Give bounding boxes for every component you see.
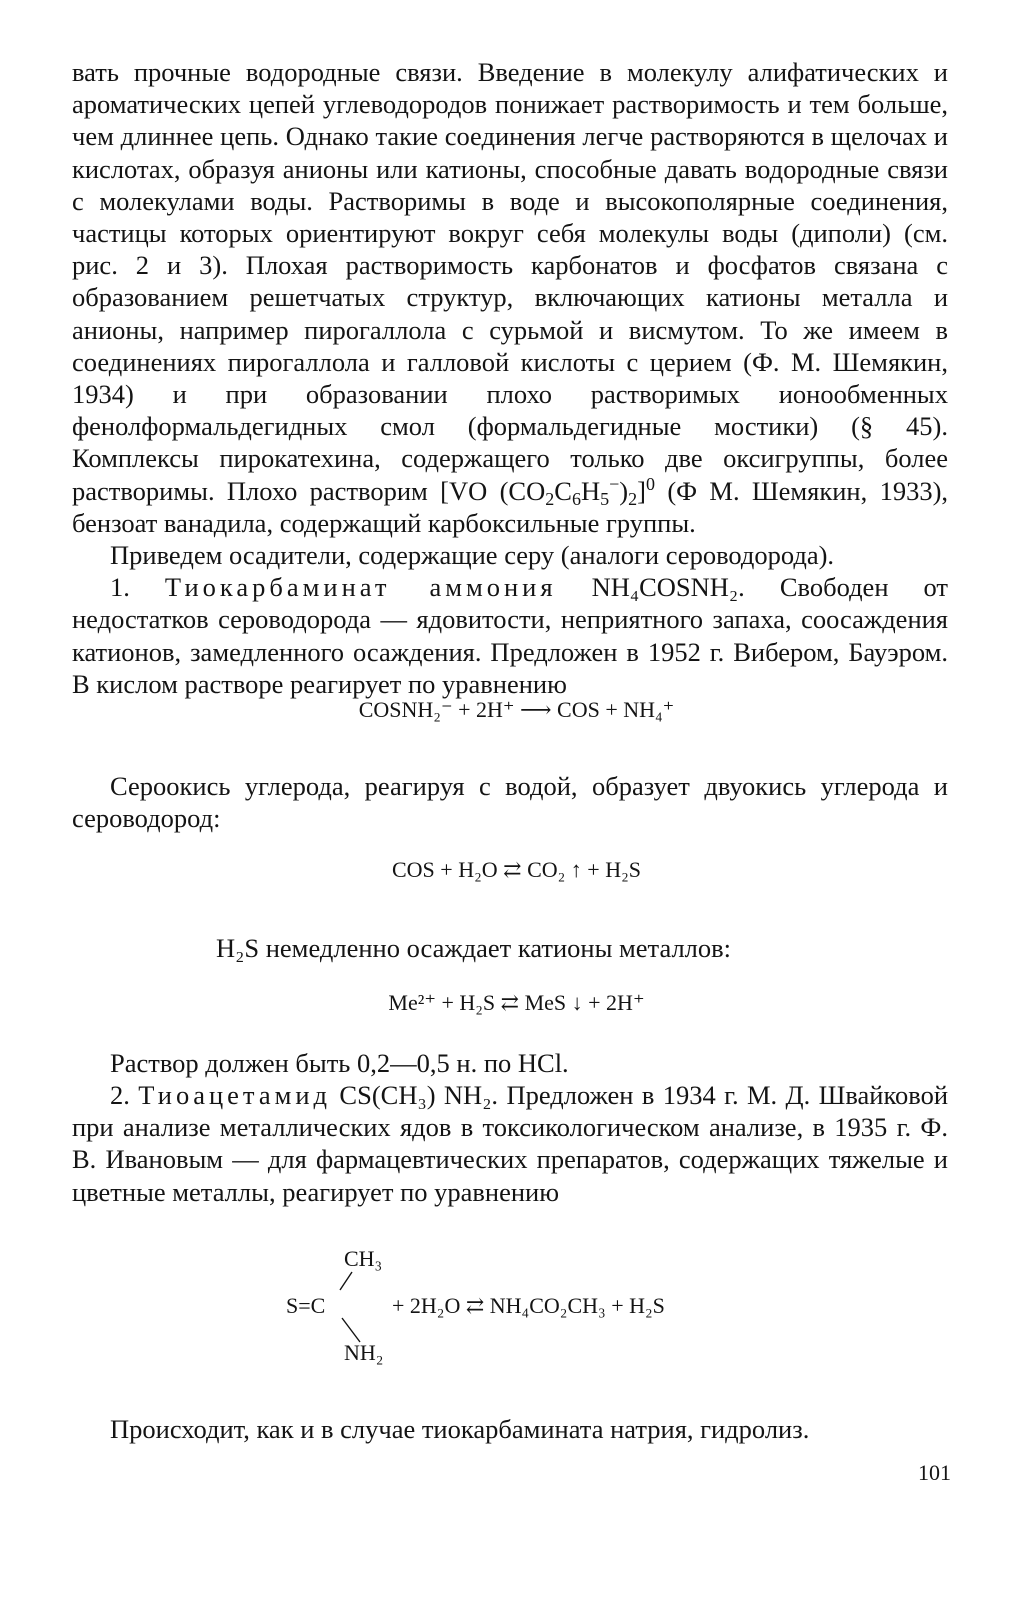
page-number: 101 <box>918 1460 951 1485</box>
item2-text: Предложен в 1934 г. М. Д. Швайковой при анализе металлических ядов в токсикологическом анализе, в 1935 г. Ф. В. Ивановым — для фармацевтических препаратов, содержащих тяжелые и цветные металлы, реагирует по уравнению <box>72 1080 949 1207</box>
item2-name: Тиоацетамид <box>138 1080 332 1110</box>
item1-number: 1. <box>110 572 130 603</box>
item1-text: Свободен от недостатков сероводорода — ядовитости, неприятного запаха, соосаждения катионов, замедленного осаждения. Предложен в 1952 г. Вибером, Бауэром. В кислом растворе реагирует по уравнению <box>72 572 949 699</box>
item-thiocarbaminate <box>72 571 948 700</box>
bond-to-amino <box>342 1318 360 1342</box>
paragraph-precipitants: Приведем осадители, содержащие серу (аналоги сероводорода). <box>110 540 835 571</box>
amino-group: NH₂ <box>344 1340 384 1365</box>
equation-cosnh2: COSNH₂⁻ + 2H⁺ ⟶ COS + NH₄⁺ <box>358 697 675 722</box>
paragraph-solubility-text: вать прочные водородные связи. Введение в молекулу алифатических и ароматических цепей углеводородов понижает растворимость и тем больше, чем длиннее цепь. Однако такие соединения легче растворяются в щелочах и кислотах, образуя анионы или катионы, способные давать водородные связи с молекулами воды. Растворимы в воде и высокополярные соединения, частицы которых ориентируют вокруг себя молекулы воды (диполи) (см. рис. 2 и 3). Плохая растворимость карбонатов и фосфатов связана с образованием решетчатых структур, включающих катионы металла и анионы, например пирогаллола с сурьмой и висмутом. То же имеем в соединениях пирогаллола и галловой кислоты с церием (Ф. М. Шемякин, 1934) и при образовании плохо растворимых ионообменных фенолформальдегидных смол (формальдегидные мостики) (§ 45). Комплексы пирокатехина, содержащего только две оксигруппы, более растворимы. Плохо растворим <box>72 57 948 506</box>
item2-formula: CS(CH₃) NH₂. <box>339 1080 499 1110</box>
item1-name: Тиокарбаминат аммония <box>164 572 557 603</box>
main-text <box>72 56 948 700</box>
equation-metal-sulfide: Me²⁺ + H₂S ⇄ MeS ↓ + 2H⁺ <box>388 990 645 1015</box>
bond-to-methyl <box>340 1272 352 1290</box>
vanadyl-formula: [VO $(CO_2C_6H_5^-)_2]^0$ <box>440 473 655 509</box>
methyl-group: CH₃ <box>344 1246 383 1271</box>
item1-formula: NH₄COSNH₂. <box>591 572 745 603</box>
reaction-rest: + 2H₂O ⇄ NH₄CO₂CH₃ + H₂S <box>392 1293 665 1318</box>
thiocarbonyl: S=C <box>286 1293 326 1318</box>
paragraph-solubility-end: (Ф М. Шемякин, 1933), бензоат ванадила, содержащий карбоксильные группы. <box>72 475 949 538</box>
item2-number: 2. <box>110 1080 130 1110</box>
equation-cos-hydrolysis: COS + H₂O ⇄ CO₂ ↑ + H₂S <box>391 857 641 882</box>
paragraph-h2s: H₂S немедленно осаждает катионы металлов: <box>216 933 732 963</box>
paragraph-hydrolysis: Происходит, как и в случае тиокарбамината натрия, гидролиз. <box>110 1414 810 1444</box>
item-thioacetamide <box>72 1079 948 1208</box>
paragraph-carbon-oxysulfide: Сероокись углерода, реагируя с водой, образует двуокись углерода и сероводород: <box>72 771 948 834</box>
paragraph-solubility <box>72 56 948 539</box>
paragraph-solution-hcl: Раствор должен быть 0,2—0,5 н. по HCl. <box>110 1048 569 1078</box>
